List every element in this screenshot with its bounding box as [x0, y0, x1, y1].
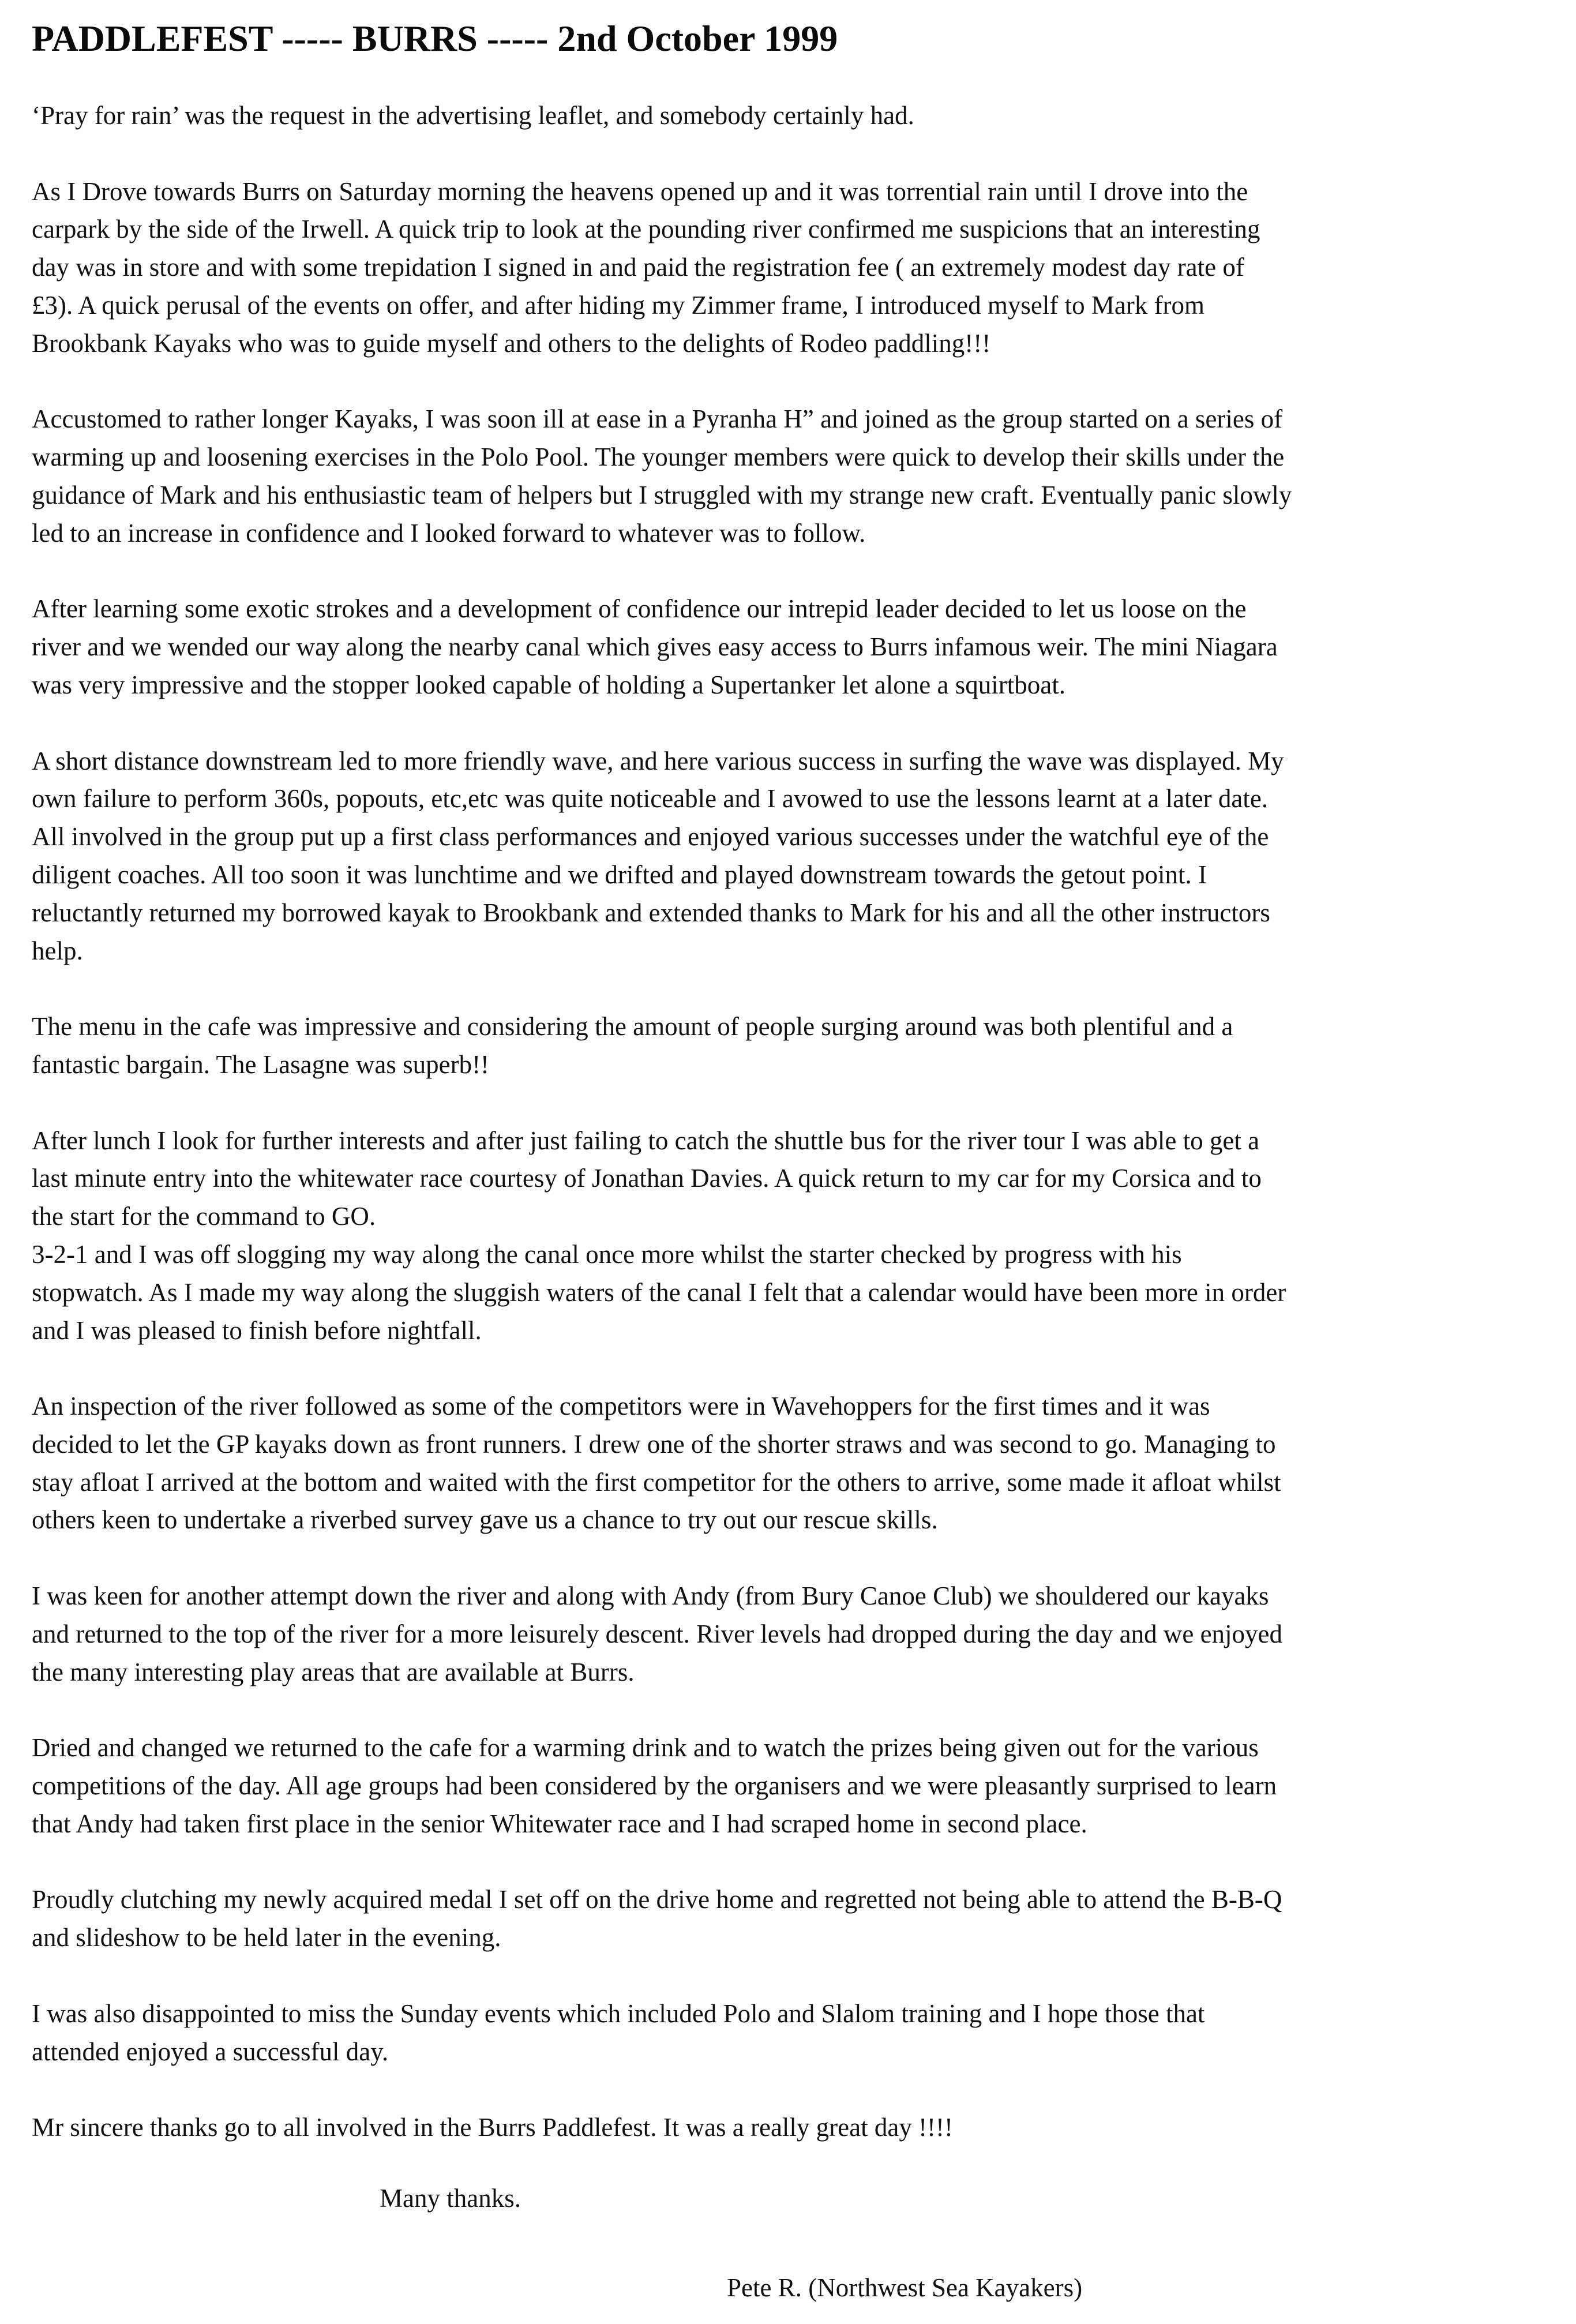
- paragraph-inspection: An inspection of the river followed as some of the competitors were in Wavehoppers for the first times and it was decided to let the GP kayaks down as front runners. I drew one of the shorter straws and was second to go. Managing to stay afloat I arrived at the bottom and waited with the first competitor for the others to arrive, some made it afloat whilst others keen to undertake a riverbed survey gave us a chance to try out our rescue skills.: [32, 1392, 1281, 1535]
- document-page: [32, 0, 1555, 2324]
- paragraph-after-lunch: After lunch I look for further interests and after just failing to catch the shuttle bus for the river tour I was able to get a last minute entry into the whitewater race courtesy of Jonathan Davies. A quick return to my car for my Corsica and to the start for the command to GO.: [32, 1126, 1262, 1231]
- paragraph-second-descent: I was keen for another attempt down the river and along with Andy (from Bury Canoe Club) we shouldered our kayaks and returned to the top of the river for a more leisurely descent. River levels had dropped during the day and we enjoyed the many interesting play areas that are available at Burrs.: [32, 1581, 1283, 1686]
- paragraph-sunday-events: I was also disappointed to miss the Sunday events which included Polo and Slalom training and I hope those that attended enjoyed a successful day.: [32, 1999, 1205, 2066]
- paragraph-cafe: The menu in the cafe was impressive and considering the amount of people surging around was both plentiful and a fantastic bargain. The Lasagne was superb!!: [32, 1012, 1233, 1079]
- paragraph-thanks: Mr sincere thanks go to all involved in the Burrs Paddlefest. It was a really great day !!!!: [32, 2113, 954, 2142]
- paragraph-arrival: As I Drove towards Burrs on Saturday morning the heavens opened up and it was torrential rain until I drove into the carpark by the side of the Irwell. A quick trip to look at the pounding river confirmed me suspicions that an interesting day was in store and with some trepidation I signed in and paid the registration fee ( an extremely modest day rate of £3). A quick perusal of the events on offer, and after hiding my Zimmer frame, I introduced myself to Mark from Brookbank Kayaks who was to guide myself and others to the delights of Rodeo paddling!!!: [32, 177, 1260, 358]
- signature-line: Pete R. (Northwest Sea Kayakers): [727, 2273, 1083, 2302]
- paragraph-race: 3-2-1 and I was off slogging my way along the canal once more whilst the starter checked by progress with his stopwatch. As I made my way along the sluggish waters of the canal I felt that a calendar would have been more in order and I was pleased to finish before nightfall.: [32, 1239, 1286, 1345]
- paragraph-prizes: Dried and changed we returned to the cafe for a warming drink and to watch the prizes being given out for the various competitions of the day. All age groups had been considered by the organisers and we were pleasantly surprised to learn that Andy had taken first place in the senior Whitewater race and I had scraped home in second place.: [32, 1733, 1277, 1838]
- article-body: [32, 97, 1555, 2185]
- paragraph-polo-pool: Accustomed to rather longer Kayaks, I was soon ill at ease in a Pyranha H” and joined as the group started on a series of warming up and loosening exercises in the Polo Pool. The younger members were quick to develop their skills under the guidance of Mark and his enthusiastic team of helpers but I struggled with my strange new craft. Eventually panic slowly led to an increase in confidence and I looked forward to whatever was to follow.: [32, 404, 1292, 548]
- closing-line: Many thanks.: [380, 2184, 521, 2213]
- paragraph-river-weir: After learning some exotic strokes and a development of confidence our intrepid leader decided to let us loose on the river and we wended our way along the nearby canal which gives easy access to Burrs infamous weir. The mini Niagara was very impressive and the stopper looked capable of holding a Supertanker let alone a squirtboat.: [32, 594, 1278, 699]
- paragraph-intro: ‘Pray for rain’ was the request in the advertising leaflet, and somebody certainly had.: [32, 101, 914, 130]
- paragraph-medal: Proudly clutching my newly acquired medal I set off on the drive home and regretted not being able to attend the B-B-Q and slideshow to be held later in the evening.: [32, 1885, 1282, 1952]
- paragraph-surfing-wave: A short distance downstream led to more friendly wave, and here various success in surfing the wave was displayed. My own failure to perform 360s, popouts, etc,etc was quite noticeable and I avowed to use the lessons learnt at a later date. All involved in the group put up a first class performances and enjoyed various successes under the watchful eye of the diligent coaches. All too soon it was lunchtime and we drifted and played downstream towards the getout point. I reluctantly returned my borrowed kayak to Brookbank and extended thanks to Mark for his and all the other instructors help.: [32, 746, 1284, 965]
- document-title: PADDLEFEST ----- BURRS ----- 2nd October 1999: [32, 18, 838, 59]
